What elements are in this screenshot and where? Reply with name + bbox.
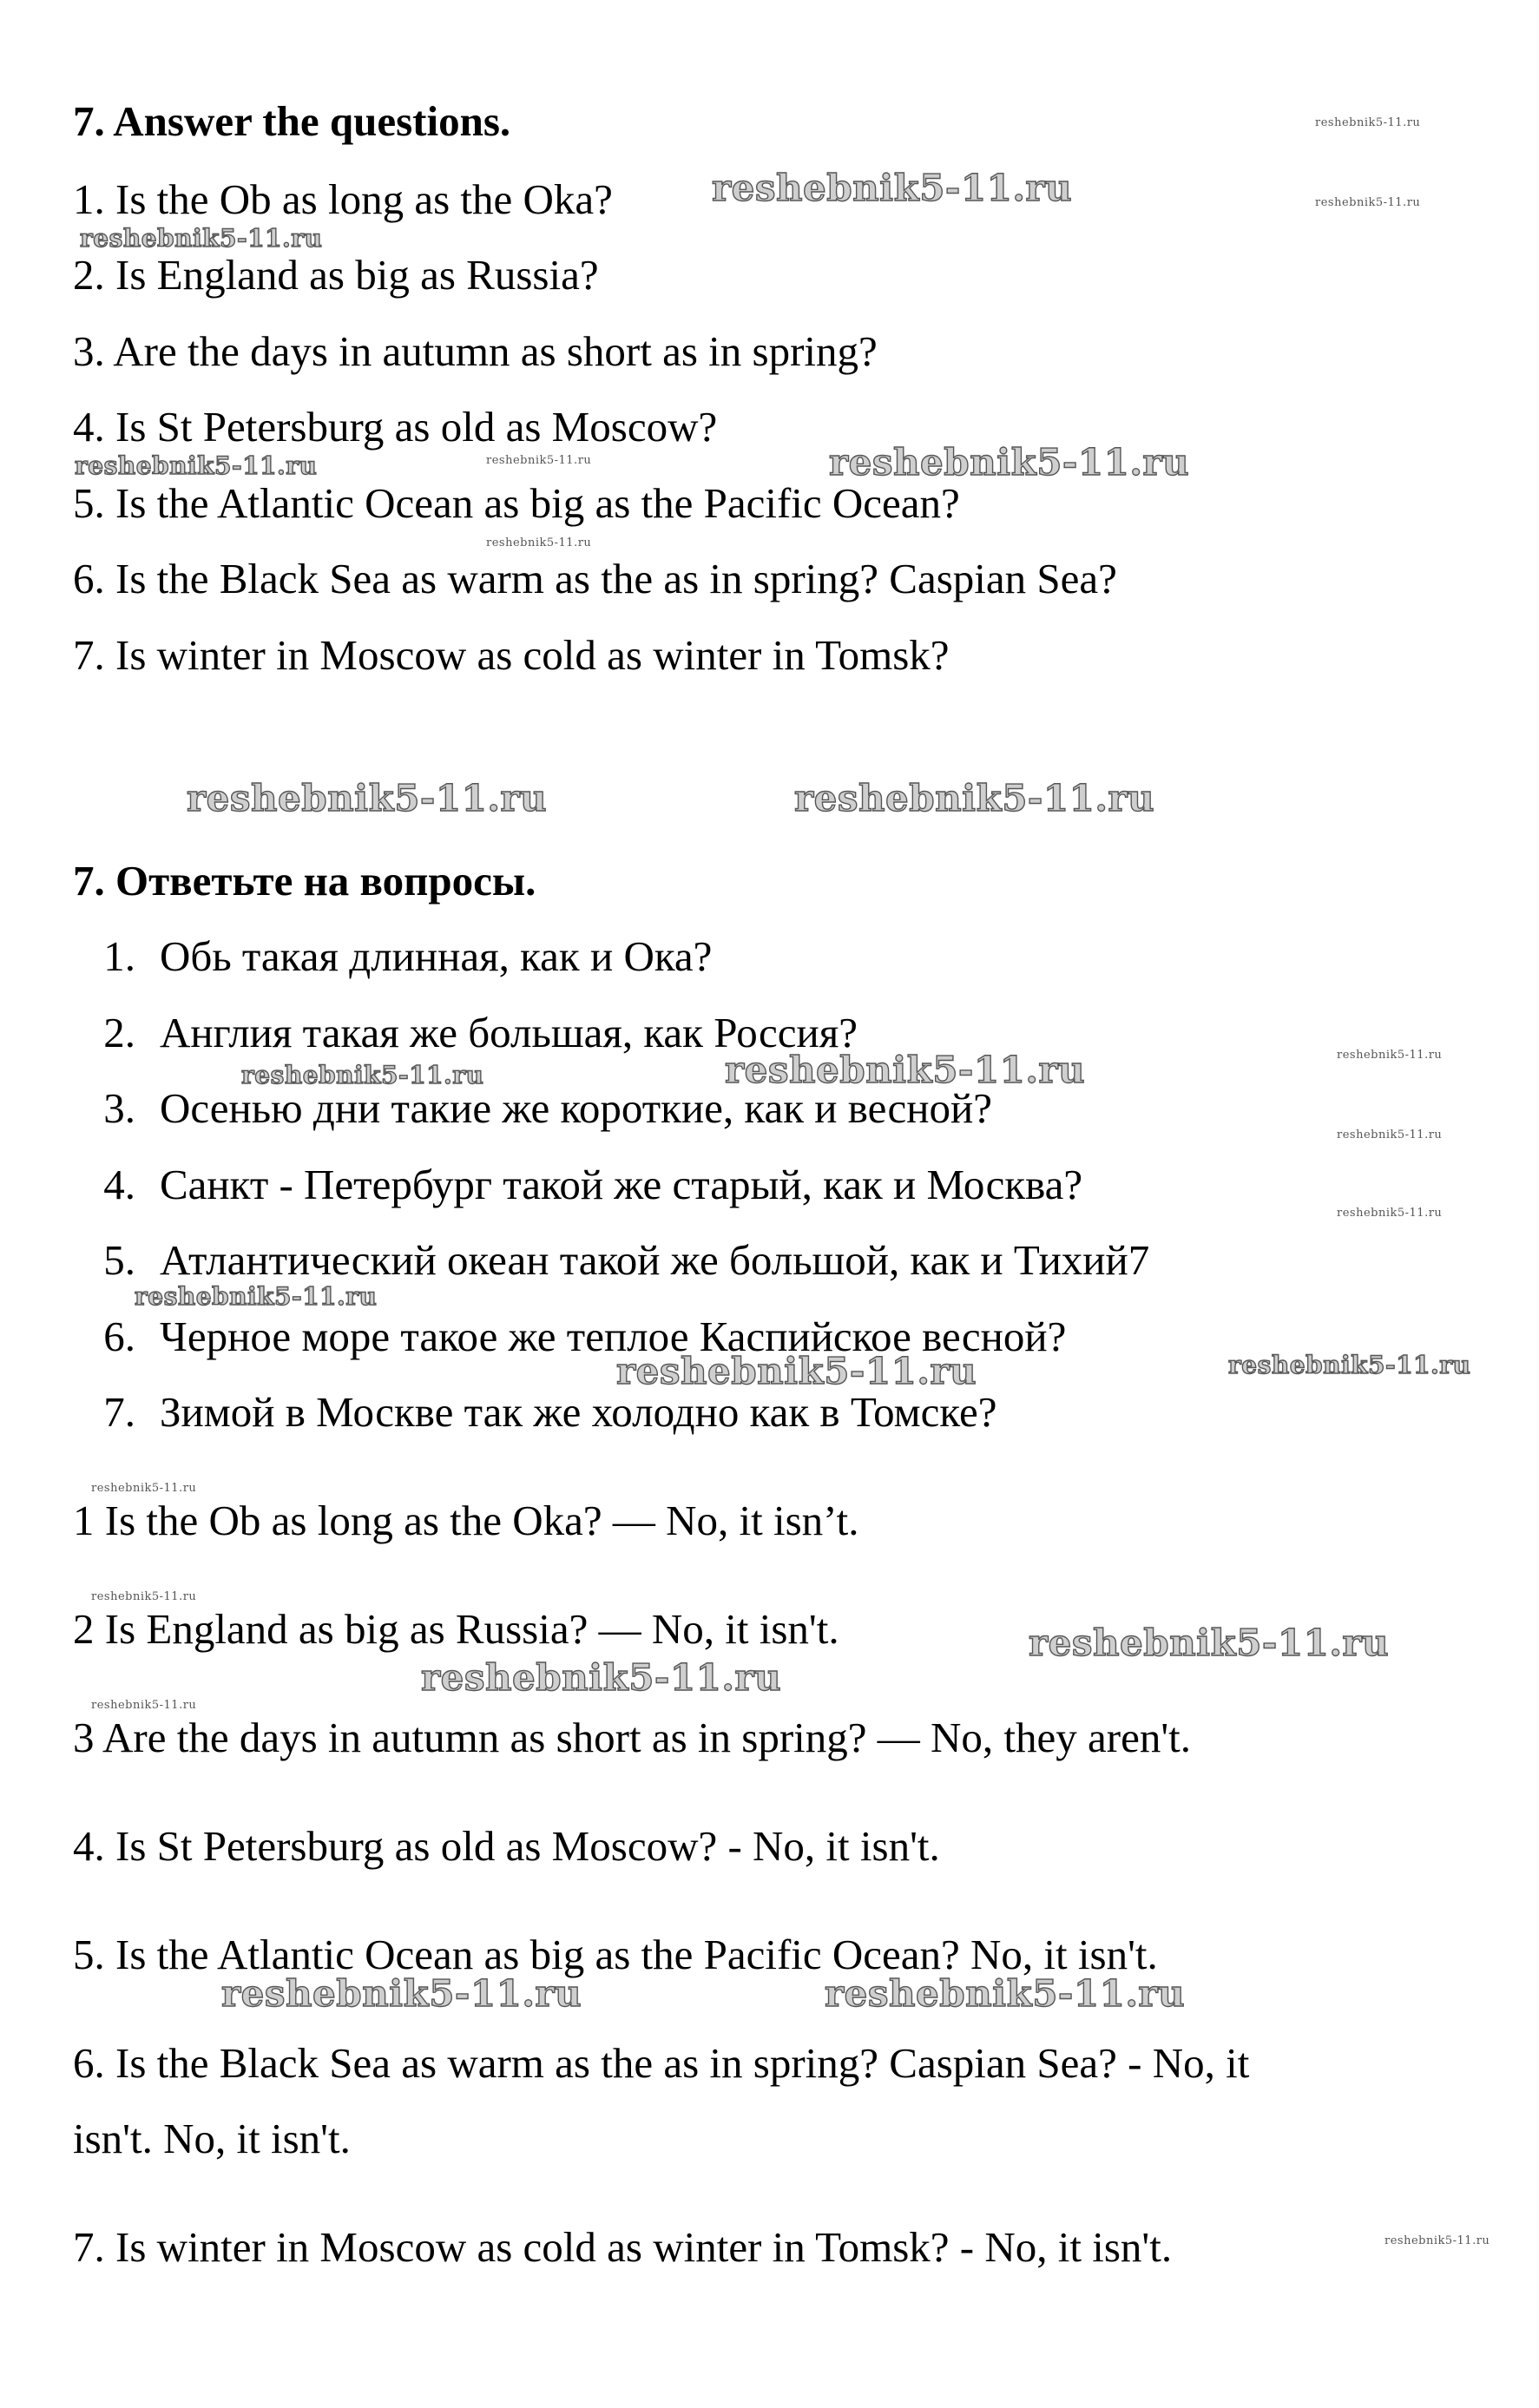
list-text: Черное море такое же теплое Каспийское весной? [160, 1313, 1067, 1360]
watermark: reshebnik5-11.ru [75, 451, 318, 480]
question-ru-1 [73, 931, 712, 983]
watermark: reshebnik5-11.ru [712, 167, 1073, 209]
watermark: reshebnik5-11.ru [616, 1350, 977, 1392]
watermark: reshebnik5-11.ru [1228, 1351, 1471, 1379]
watermark: reshebnik5-11.ru [1315, 116, 1421, 129]
watermark: reshebnik5-11.ru [187, 777, 548, 819]
question-en-3: 3. Are the days in autumn as short as in spring? [73, 327, 878, 375]
answer-6-continued: isn't. No, it isn't. [73, 2115, 351, 2162]
watermark: reshebnik5-11.ru [91, 1699, 197, 1712]
question-en-4: 4. Is St Petersburg as old as Moscow? [73, 403, 718, 451]
list-number: 2. [103, 1009, 135, 1056]
question-en-2: 2. Is England as big as Russia? [73, 251, 599, 299]
watermark: reshebnik5-11.ru [794, 777, 1155, 819]
answer-1: 1 Is the Ob as long as the Oka? — No, it isn’t. [73, 1497, 859, 1544]
answer-6: 6. Is the Black Sea as warm as the as in spring? Caspian Sea? - No, it [73, 2039, 1250, 2087]
question-en-6: 6. Is the Black Sea as warm as the as in spring? Caspian Sea? [73, 555, 1117, 602]
list-text: Обь такая длинная, как и Ока? [160, 932, 713, 980]
list-text: Санкт - Петербург такой же старый, как и Москва? [160, 1161, 1083, 1208]
list-text: Атлантический океан такой же большой, как и Тихий7 [160, 1236, 1150, 1284]
watermark: reshebnik5-11.ru [241, 1061, 484, 1089]
watermark: reshebnik5-11.ru [135, 1282, 378, 1311]
list-number: 7. [103, 1388, 135, 1436]
list-text: Англия такая же большая, как Россия? [160, 1009, 858, 1056]
watermark: reshebnik5-11.ru [91, 1590, 197, 1603]
list-number: 3. [103, 1084, 135, 1132]
watermark: reshebnik5-11.ru [1384, 2234, 1490, 2247]
watermark: reshebnik5-11.ru [486, 536, 592, 549]
list-number: 1. [103, 932, 135, 980]
list-number: 5. [103, 1236, 135, 1284]
answer-7: 7. Is winter in Moscow as cold as winter in Tomsk? - No, it isn't. [73, 2223, 1173, 2271]
question-en-1: 1. Is the Ob as long as the Oka? [73, 175, 613, 223]
answer-2: 2 Is England as big as Russia? — No, it isn't. [73, 1605, 839, 1653]
question-en-7: 7. Is winter in Moscow as cold as winter in Tomsk? [73, 631, 950, 679]
question-ru-4 [73, 1159, 1082, 1211]
answer-3: 3 Are the days in autumn as short as in spring? — No, they aren't. [73, 1714, 1192, 1761]
watermark: reshebnik5-11.ru [221, 1972, 582, 2015]
watermark: reshebnik5-11.ru [80, 224, 323, 253]
exercise-heading-ru: 7. Ответьте на вопросы. [73, 857, 536, 905]
watermark: reshebnik5-11.ru [91, 1482, 197, 1495]
watermark: reshebnik5-11.ru [829, 441, 1190, 484]
watermark: reshebnik5-11.ru [725, 1049, 1086, 1091]
watermark: reshebnik5-11.ru [1029, 1622, 1390, 1664]
list-text: Зимой в Москве так же холодно как в Томске? [160, 1388, 997, 1436]
question-en-5: 5. Is the Atlantic Ocean as big as the Pacific Ocean? [73, 479, 960, 527]
question-ru-5 [73, 1234, 1149, 1286]
watermark: reshebnik5-11.ru [825, 1972, 1186, 2015]
question-ru-7 [73, 1386, 996, 1438]
watermark: reshebnik5-11.ru [1337, 1128, 1443, 1141]
list-text: Осенью дни такие же короткие, как и весной? [160, 1084, 992, 1132]
list-number: 6. [103, 1313, 135, 1360]
watermark: reshebnik5-11.ru [1337, 1207, 1443, 1220]
watermark: reshebnik5-11.ru [1315, 196, 1421, 209]
answer-5: 5. Is the Atlantic Ocean as big as the Pacific Ocean? No, it isn't. [73, 1931, 1158, 1978]
watermark: reshebnik5-11.ru [1337, 1049, 1443, 1062]
watermark: reshebnik5-11.ru [421, 1656, 782, 1699]
answer-4: 4. Is St Petersburg as old as Moscow? - No, it isn't. [73, 1822, 940, 1870]
list-number: 4. [103, 1161, 135, 1208]
exercise-heading-en: 7. Answer the questions. [73, 97, 511, 145]
watermark: reshebnik5-11.ru [486, 454, 592, 467]
